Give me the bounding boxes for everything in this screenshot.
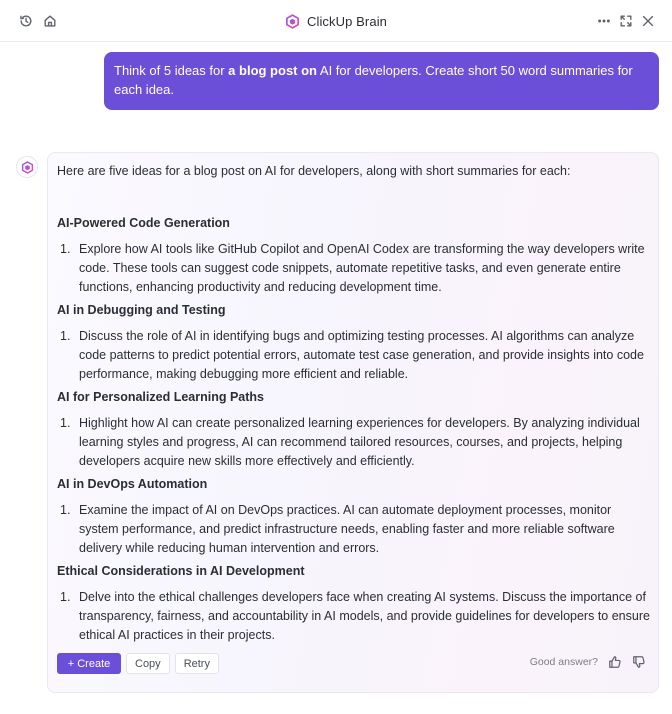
retry-button[interactable]: Retry	[175, 653, 219, 674]
idea-section	[57, 301, 653, 384]
feedback-label: Good answer?	[529, 656, 598, 668]
idea-summary-text: Examine the impact of AI on DevOps practices. AI can automate deployment processes, monitor system performance, and predict infrastructure needs, enabling faster and more reliable software delivery while reducing human intervention and errors.	[79, 503, 615, 555]
list-number: 1.	[60, 590, 71, 604]
copy-button[interactable]: Copy	[126, 653, 170, 674]
idea-list	[57, 327, 653, 384]
idea-list	[57, 588, 653, 645]
idea-list	[57, 240, 653, 297]
user-message-text-1: Think of 5 ideas for	[114, 63, 229, 78]
create-button[interactable]: + Create	[57, 653, 121, 674]
response-actions	[57, 653, 219, 674]
idea-section	[57, 214, 653, 297]
list-number: 1.	[60, 242, 71, 256]
idea-summary-text: Highlight how AI can create personalized learning experiences for developers. By analyzing individual learning styles and progress, AI can recommend tailored resources, courses, and projects, helping developers acquire new skills more effectively and efficiently.	[79, 416, 640, 468]
idea-summary	[57, 501, 653, 558]
ai-intro-text: Here are five ideas for a blog post on AI for developers, along with short summaries for each:	[57, 164, 571, 178]
idea-summary-text: Discuss the role of AI in identifying bugs and optimizing testing processes. AI algorithms can analyze code patterns to predict potential errors, automate test case generation, and provide insights into code performance, making debugging more efficient and reliable.	[79, 329, 644, 381]
user-message-text-2: AI for developers. Create short 50 word summaries for each idea.	[114, 63, 633, 97]
user-message-bold: a blog post on	[228, 63, 317, 78]
page-title: ClickUp Brain	[306, 13, 388, 29]
idea-title: AI in Debugging and Testing	[57, 303, 226, 317]
history-icon[interactable]	[16, 11, 36, 31]
home-icon[interactable]	[40, 11, 60, 31]
feedback-area	[530, 655, 646, 669]
idea-list	[57, 414, 653, 471]
ai-avatar	[16, 156, 38, 178]
list-number: 1.	[60, 416, 71, 430]
idea-section	[57, 388, 653, 471]
ai-response-body	[57, 162, 653, 649]
idea-summary-text: Delve into the ethical challenges developers face when creating AI systems. Discuss the importance of transparency, fairness, and accountability in AI models, and provide guidelines for developers to ensure ethical AI practices in their projects.	[79, 590, 650, 642]
idea-title: AI-Powered Code Generation	[57, 216, 230, 230]
idea-title: AI in DevOps Automation	[57, 477, 208, 491]
top-bar	[0, 0, 672, 42]
idea-section	[57, 562, 653, 645]
idea-section	[57, 475, 653, 558]
window-title	[0, 0, 672, 42]
user-message-bubble	[104, 52, 659, 110]
thumbs-down-icon[interactable]	[632, 655, 646, 669]
idea-summary	[57, 414, 653, 471]
more-icon[interactable]	[594, 11, 614, 31]
close-icon[interactable]	[638, 11, 658, 31]
expand-icon[interactable]	[616, 11, 636, 31]
idea-title: AI for Personalized Learning Paths	[57, 390, 264, 404]
list-number: 1.	[60, 503, 71, 517]
clickup-brain-avatar-icon	[21, 161, 34, 174]
ai-response-card	[47, 152, 659, 693]
idea-summary	[57, 327, 653, 384]
idea-list	[57, 501, 653, 558]
idea-summary-text: Explore how AI tools like GitHub Copilot and OpenAI Codex are transforming the way developers write code. These tools can suggest code snippets, automate repetitive tasks, and even generate entire functions, enhancing productivity and reducing development time.	[79, 242, 645, 294]
list-number: 1.	[60, 329, 71, 343]
thumbs-up-icon[interactable]	[608, 655, 622, 669]
clickup-brain-logo-icon	[285, 14, 300, 29]
idea-summary	[57, 588, 653, 645]
idea-title: Ethical Considerations in AI Development	[57, 564, 305, 578]
idea-summary	[57, 240, 653, 297]
